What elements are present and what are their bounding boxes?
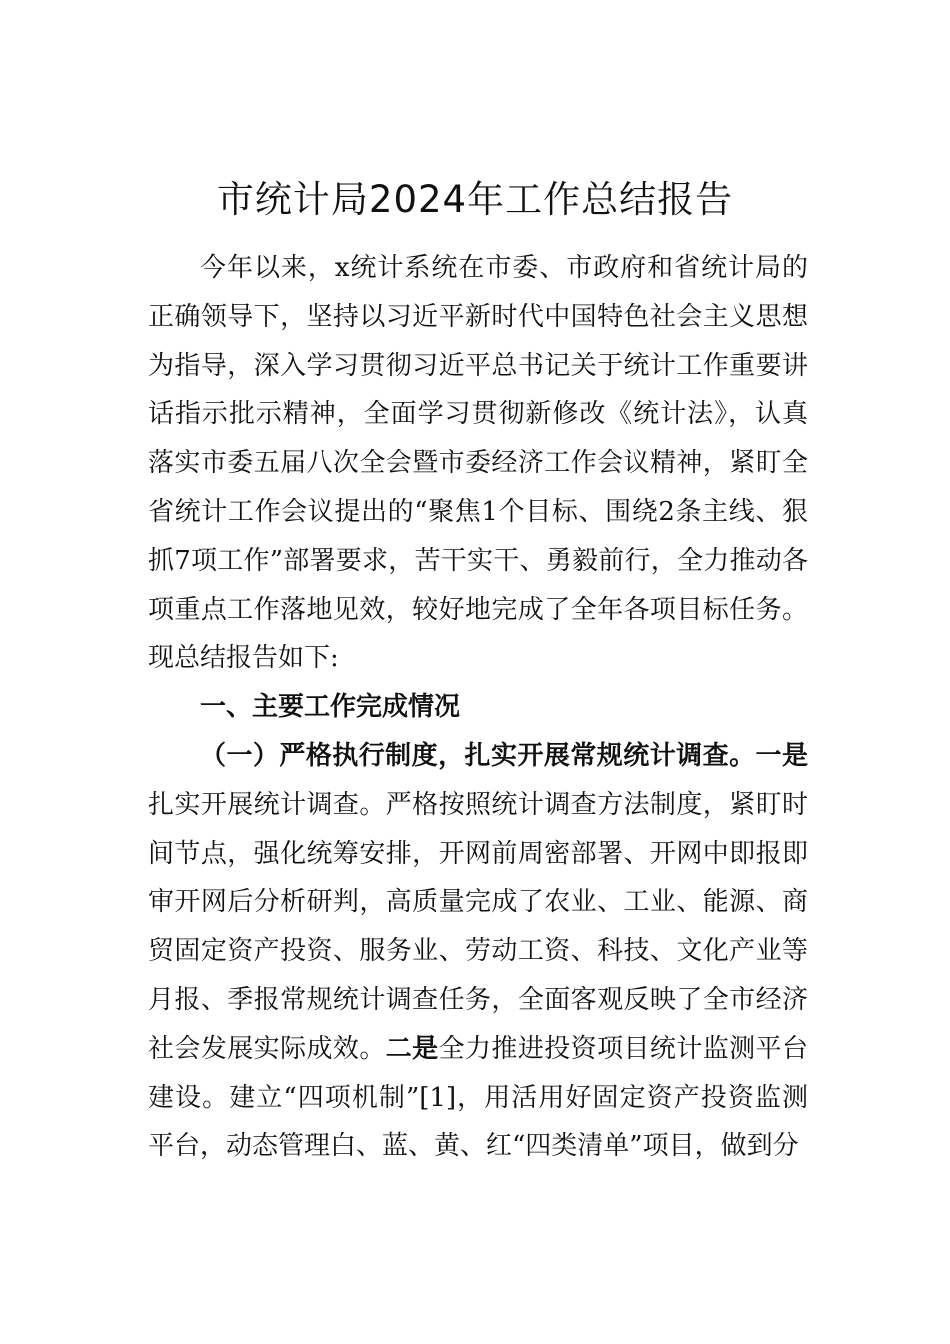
point-text: 扎实开展统计调查。严格按照统计调查方法制度，紧盯时间节点，强化统筹安排，开网前周密部署、开网中即报即审开网后分析研判，高质量完成了农业、工业、能源、商贸固定资产投资、服务业、劳动工资、科技、文化产业等月报、季报常规统计调查任务，全面客观反映了全市经济社会发展实际成效。 bbox=[148, 789, 808, 1064]
document-body bbox=[148, 244, 808, 1171]
subsection-heading: （一）严格执行制度，扎实开展常规统计调查。 bbox=[200, 740, 756, 771]
point-text: 全力推进投资项目统计监测平台建设。建立“四项机制”[1]，用活用好固定资产投资监测平台，动态管理白、蓝、黄、红“四类清单”项目，做到分 bbox=[148, 1033, 808, 1162]
point-label: 二是 bbox=[385, 1033, 439, 1064]
section-heading: 一、主要工作完成情况 bbox=[200, 692, 461, 723]
subsection-paragraph bbox=[148, 732, 808, 1171]
document-title: 市统计局2024年工作总结报告 bbox=[216, 178, 734, 221]
intro-paragraph: 今年以来，x统计系统在市委、市政府和省统计局的正确领导下，坚持以习近平新时代中国特色社会主义思想为指导，深入学习贯彻习近平总书记关于统计工作重要讲话指示批示精神，全面学习贯彻新修改《统计法》，认真落实市委五届八次全会暨市委经济工作会议精神，紧盯全省统计工作会议提出的“聚焦1个目标、围绕2条主线、狠抓7项工作”部署要求，苦干实干、勇毅前行，全力推动各项重点工作落地见效，较好地完成了全年各项目标任务。现总结报告如下: bbox=[148, 253, 808, 674]
point-label: 一是 bbox=[755, 740, 808, 771]
